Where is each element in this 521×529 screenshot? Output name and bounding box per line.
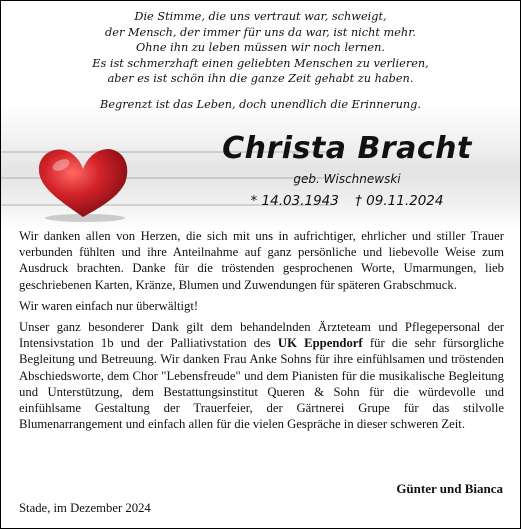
- thanks-paragraph: Wir danken allen von Herzen, die sich mit uns in aufrichtiger, ehrlicher und stiller Trauer verbunden fühlten und ihre Anteilnahme auf ganz persönliche und liebevolle Weise zum Ausdruck brachten. Danke für die tröstenden gesprochenen Worte, Umarmungen, lieb geschriebenen Karten, Kränze, Blumen und Zuwendungen für späteren Grabschmuck.: [19, 229, 504, 292]
- deceased-name: Christa Bracht: [222, 131, 472, 166]
- poem-line: der Mensch, der immer für uns da war, ist nicht mehr.: [105, 25, 416, 39]
- birth-date: * 14.03.1943: [250, 193, 339, 209]
- maiden-name: geb. Wischnewski: [293, 172, 401, 186]
- death-date: † 09.11.2024: [355, 193, 444, 209]
- poem-line: aber es ist schön ihn die ganze Zeit gehabt zu haben.: [107, 72, 414, 85]
- overwhelmed-paragraph: Wir waren einfach nur überwältigt!: [19, 298, 199, 313]
- signature: Günter und Bianca: [396, 481, 503, 496]
- special-thanks-paragraph: [19, 319, 504, 432]
- life-dates: [197, 193, 497, 209]
- place-and-date: Stade, im Dezember 2024: [19, 501, 151, 515]
- hospital-name: UK Eppendorf: [277, 336, 363, 351]
- special-thanks-text: Unser ganz besonderer Dank gilt dem behandelnden Ärzteteam und Pflegepersonal der Intensivstation 1b und der Palliativstation des: [19, 320, 504, 351]
- poem-line: Die Stimme, die uns vertraut war, schweigt,: [134, 10, 387, 23]
- poem: [1, 9, 520, 112]
- poem-closing-line: Begrenzt ist das Leben, doch unendlich die Erinnerung.: [100, 97, 421, 111]
- poem-line: Es ist schmerzhaft einen geliebten Menschen zu verlieren,: [92, 56, 429, 70]
- thank-you-text: [19, 228, 504, 437]
- red-heart-icon: [31, 139, 135, 223]
- special-thanks-text: für die sehr fürsorgliche Begleitung und Betreuung. Wir danken Frau Anke Sohns für ihre einfühlsamen und tröstenden Abschiedsworte, dem Chor "Lebensfreude" und dem Pianisten für die musikalische Begleitung und Unterstützung, dem Bestattungsinstitut Queren & Sohn für die würdevolle und einfühlsame Gestaltung der Trauerfeier, der Gärtnerei Grupe für das stilvolle Blumenarrangement und einfach allen für die vielen Gespräche in dieser schweren Zeit.: [19, 336, 505, 432]
- poem-line: Ohne ihn zu leben müssen wir noch lernen.: [136, 41, 385, 54]
